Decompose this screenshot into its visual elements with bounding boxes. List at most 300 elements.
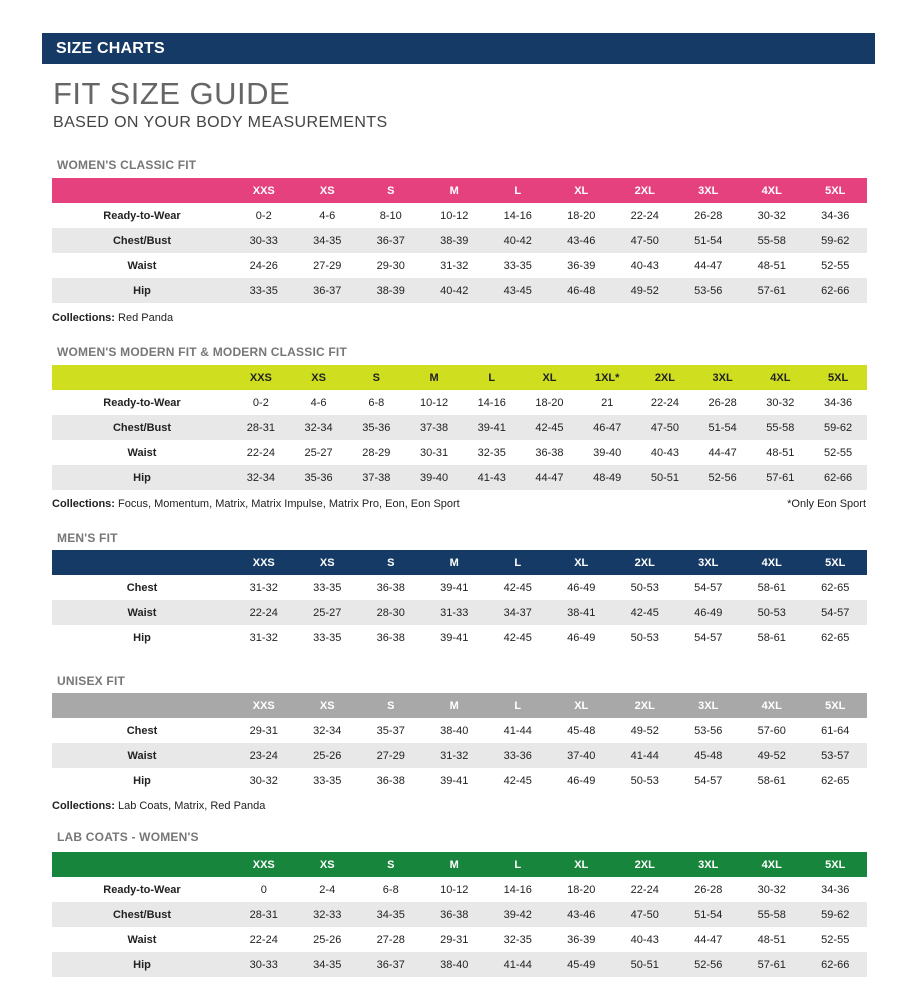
measurement-cell: 62-65 xyxy=(821,581,850,594)
measurement-cell: 26-28 xyxy=(694,883,723,896)
measurement-cell: 54-57 xyxy=(694,581,723,594)
size-header: 2XL xyxy=(613,550,677,575)
size-header: XXS xyxy=(232,852,296,877)
measurement-cell: 22-24 xyxy=(650,396,679,409)
measurement-cell: 59-62 xyxy=(809,415,867,440)
measurement-cell: 29-30 xyxy=(376,259,405,272)
size-header-row xyxy=(52,693,867,718)
size-header: XS xyxy=(296,852,360,877)
measurement-cell: 48-51 xyxy=(757,933,786,946)
measurement-cell: 18-20 xyxy=(567,209,596,222)
size-header: L xyxy=(486,550,550,575)
size-header: M xyxy=(423,178,487,203)
size-header: 4XL xyxy=(740,852,804,877)
size-header: XXS xyxy=(232,550,296,575)
measurement-cell: 10-12 xyxy=(440,883,469,896)
row-label: Waist xyxy=(127,259,157,272)
measurement-cell: 18-20 xyxy=(567,883,596,896)
table-row xyxy=(52,203,867,228)
measurement-cell: 38-40 xyxy=(423,952,487,977)
measurement-cell: 43-45 xyxy=(486,278,550,303)
section-title: MEN'S FIT xyxy=(57,531,118,545)
measurement-cell: 30-32 xyxy=(249,774,278,787)
table-row xyxy=(52,228,867,253)
measurement-cell: 33-35 xyxy=(313,581,342,594)
measurement-cell: 55-58 xyxy=(751,415,809,440)
size-header: XXS xyxy=(232,365,290,390)
size-header: S xyxy=(359,178,423,203)
measurement-cell: 31-32 xyxy=(440,259,469,272)
table-row xyxy=(52,625,867,650)
measurement-cell: 50-53 xyxy=(630,631,659,644)
size-header: 3XL xyxy=(694,365,752,390)
measurement-cell: 51-54 xyxy=(694,415,752,440)
measurement-cell: 62-65 xyxy=(821,774,850,787)
collections-note xyxy=(52,498,460,510)
size-table xyxy=(52,852,867,977)
measurement-cell: 42-45 xyxy=(503,774,532,787)
measurement-cell: 47-50 xyxy=(613,902,677,927)
measurement-cell: 54-57 xyxy=(804,600,868,625)
measurement-cell: 10-12 xyxy=(440,209,469,222)
measurement-cell: 23-24 xyxy=(232,743,296,768)
measurement-cell: 58-61 xyxy=(757,774,786,787)
size-table xyxy=(52,693,867,793)
measurement-cell: 43-46 xyxy=(550,228,614,253)
measurement-cell: 40-42 xyxy=(486,228,550,253)
measurement-cell: 51-54 xyxy=(677,228,741,253)
measurement-cell: 39-41 xyxy=(440,581,469,594)
measurement-cell: 48-49 xyxy=(578,465,636,490)
section-title: WOMEN'S CLASSIC FIT xyxy=(57,158,197,172)
measurement-cell: 57-61 xyxy=(740,952,804,977)
measurement-cell: 36-37 xyxy=(359,952,423,977)
size-header: XL xyxy=(550,178,614,203)
row-label: Waist xyxy=(127,933,157,946)
measurement-cell: 59-62 xyxy=(804,228,868,253)
measurement-cell: 4-6 xyxy=(310,396,327,409)
measurement-cell: 54-57 xyxy=(694,774,723,787)
size-header: 4XL xyxy=(740,550,804,575)
measurement-cell: 38-39 xyxy=(423,228,487,253)
table-row xyxy=(52,743,867,768)
header-blank-cell xyxy=(52,693,232,718)
size-header: 1XL* xyxy=(578,365,636,390)
measurement-cell: 47-50 xyxy=(613,228,677,253)
measurement-cell: 40-43 xyxy=(630,933,659,946)
measurement-cell: 0-2 xyxy=(255,209,272,222)
measurement-cell: 27-29 xyxy=(313,259,342,272)
measurement-cell: 21 xyxy=(601,396,614,409)
measurement-cell: 6-8 xyxy=(368,396,385,409)
size-header: M xyxy=(423,693,487,718)
size-header-row xyxy=(52,550,867,575)
collections-list: Lab Coats, Matrix, Red Panda xyxy=(118,800,266,812)
row-label: Hip xyxy=(52,465,232,490)
size-header: 5XL xyxy=(804,852,868,877)
measurement-cell: 45-48 xyxy=(567,724,596,737)
measurement-cell: 26-28 xyxy=(708,396,737,409)
measurement-cell: 29-31 xyxy=(440,933,469,946)
measurement-cell: 45-49 xyxy=(550,952,614,977)
measurement-cell: 39-41 xyxy=(440,774,469,787)
measurement-cell: 49-52 xyxy=(613,278,677,303)
measurement-cell: 14-16 xyxy=(503,209,532,222)
row-label: Ready-to-Wear xyxy=(103,883,181,896)
measurement-cell: 46-49 xyxy=(677,600,741,625)
size-header-row xyxy=(52,178,867,203)
measurement-cell: 62-66 xyxy=(804,278,868,303)
size-header: S xyxy=(359,693,423,718)
measurement-cell: 41-43 xyxy=(463,465,521,490)
measurement-cell: 61-64 xyxy=(821,724,850,737)
measurement-cell: 50-51 xyxy=(613,952,677,977)
row-label: Waist xyxy=(52,743,232,768)
measurement-cell: 14-16 xyxy=(503,883,532,896)
measurement-cell: 40-43 xyxy=(650,446,679,459)
measurement-cell: 44-47 xyxy=(521,465,579,490)
measurement-cell: 52-55 xyxy=(824,446,853,459)
measurement-cell: 22-24 xyxy=(249,933,278,946)
table-row xyxy=(52,253,867,278)
measurement-cell: 33-35 xyxy=(313,774,342,787)
measurement-cell: 50-53 xyxy=(740,600,804,625)
measurement-cell: 0 xyxy=(260,883,267,896)
measurement-cell: 36-39 xyxy=(567,259,596,272)
collections-list: Red Panda xyxy=(118,312,174,324)
measurement-cell: 62-66 xyxy=(804,952,868,977)
measurement-cell: 36-38 xyxy=(376,581,405,594)
measurement-cell: 36-39 xyxy=(567,933,596,946)
table-row xyxy=(52,952,867,977)
measurement-cell: 39-41 xyxy=(440,631,469,644)
table-row xyxy=(52,415,867,440)
table-row xyxy=(52,927,867,952)
table-row xyxy=(52,575,867,600)
measurement-cell: 52-55 xyxy=(821,259,850,272)
measurement-cell: 22-24 xyxy=(630,883,659,896)
size-header: S xyxy=(359,550,423,575)
measurement-cell: 41-44 xyxy=(503,724,532,737)
measurement-cell: 52-55 xyxy=(821,933,850,946)
measurement-cell: 39-40 xyxy=(405,465,463,490)
measurement-cell: 36-38 xyxy=(376,774,405,787)
measurement-cell: 46-48 xyxy=(550,278,614,303)
measurement-cell: 35-36 xyxy=(290,465,348,490)
size-header: M xyxy=(405,365,463,390)
measurement-cell: 8-10 xyxy=(379,209,402,222)
size-header: XS xyxy=(296,550,360,575)
measurement-cell: 33-36 xyxy=(486,743,550,768)
measurement-cell: 57-61 xyxy=(751,465,809,490)
row-label: Chest xyxy=(126,724,158,737)
size-header: XL xyxy=(521,365,579,390)
measurement-cell: 53-56 xyxy=(677,278,741,303)
measurement-cell: 47-50 xyxy=(636,415,694,440)
size-header: XS xyxy=(296,693,360,718)
measurement-cell: 26-28 xyxy=(694,209,723,222)
measurement-cell: 44-47 xyxy=(694,259,723,272)
row-label: Chest/Bust xyxy=(52,415,232,440)
measurement-cell: 30-33 xyxy=(232,952,296,977)
measurement-cell: 30-33 xyxy=(232,228,296,253)
measurement-cell: 33-35 xyxy=(503,259,532,272)
measurement-cell: 14-16 xyxy=(477,396,506,409)
measurement-cell: 43-46 xyxy=(550,902,614,927)
measurement-cell: 40-43 xyxy=(630,259,659,272)
measurement-cell: 39-40 xyxy=(593,446,622,459)
measurement-cell: 50-53 xyxy=(630,581,659,594)
table-row xyxy=(52,465,867,490)
size-header: XS xyxy=(290,365,348,390)
measurement-cell: 37-38 xyxy=(405,415,463,440)
measurement-cell: 30-32 xyxy=(757,209,786,222)
measurement-cell: 34-35 xyxy=(296,228,360,253)
measurement-cell: 28-31 xyxy=(232,415,290,440)
row-label: Hip xyxy=(133,774,151,787)
measurement-cell: 37-38 xyxy=(347,465,405,490)
section-title: UNISEX FIT xyxy=(57,674,126,688)
measurement-cell: 45-48 xyxy=(677,743,741,768)
measurement-cell: 59-62 xyxy=(804,902,868,927)
collections-label: Collections: xyxy=(52,312,115,324)
row-label: Waist xyxy=(52,600,232,625)
measurement-cell: 53-57 xyxy=(804,743,868,768)
row-label: Hip xyxy=(52,952,232,977)
size-header: S xyxy=(347,365,405,390)
page-title: FIT SIZE GUIDE xyxy=(53,76,291,111)
measurement-cell: 32-35 xyxy=(477,446,506,459)
section-title: WOMEN'S MODERN FIT & MODERN CLASSIC FIT xyxy=(57,345,347,359)
size-header: L xyxy=(486,852,550,877)
measurement-cell: 42-45 xyxy=(503,631,532,644)
size-table xyxy=(52,178,867,303)
measurement-cell: 48-51 xyxy=(766,446,795,459)
header-blank-cell xyxy=(52,365,232,390)
measurement-cell: 27-28 xyxy=(376,933,405,946)
measurement-cell: 24-26 xyxy=(249,259,278,272)
collections-note xyxy=(52,312,173,324)
measurement-cell: 28-30 xyxy=(359,600,423,625)
measurement-cell: 38-41 xyxy=(550,600,614,625)
section-title: LAB COATS - WOMEN'S xyxy=(57,830,199,844)
measurement-cell: 31-33 xyxy=(423,600,487,625)
measurement-cell: 35-36 xyxy=(347,415,405,440)
row-label: Hip xyxy=(133,631,151,644)
size-table xyxy=(52,365,867,490)
size-header: XL xyxy=(550,693,614,718)
size-header: XL xyxy=(550,550,614,575)
table-row xyxy=(52,440,867,465)
size-header: 4XL xyxy=(740,178,804,203)
footnote: *Only Eon Sport xyxy=(787,498,866,510)
measurement-cell: 49-52 xyxy=(740,743,804,768)
measurement-cell: 46-47 xyxy=(578,415,636,440)
measurement-cell: 41-44 xyxy=(613,743,677,768)
table-row xyxy=(52,768,867,793)
measurement-cell: 57-60 xyxy=(757,724,786,737)
measurement-cell: 34-35 xyxy=(296,952,360,977)
measurement-cell: 37-40 xyxy=(550,743,614,768)
size-header: L xyxy=(486,178,550,203)
measurement-cell: 52-56 xyxy=(694,465,752,490)
size-header: 2XL xyxy=(613,693,677,718)
measurement-cell: 49-52 xyxy=(630,724,659,737)
measurement-cell: 32-34 xyxy=(313,724,342,737)
measurement-cell: 22-24 xyxy=(232,600,296,625)
measurement-cell: 55-58 xyxy=(740,902,804,927)
collections-label: Collections: xyxy=(52,498,115,510)
measurement-cell: 25-27 xyxy=(304,446,333,459)
measurement-cell: 44-47 xyxy=(708,446,737,459)
measurement-cell: 57-61 xyxy=(740,278,804,303)
collections-label: Collections: xyxy=(52,800,115,812)
measurement-cell: 34-36 xyxy=(821,209,850,222)
measurement-cell: 48-51 xyxy=(757,259,786,272)
measurement-cell: 10-12 xyxy=(419,396,449,409)
measurement-cell: 42-45 xyxy=(521,415,579,440)
size-header: 3XL xyxy=(677,178,741,203)
measurement-cell: 6-8 xyxy=(382,883,399,896)
size-charts-banner: SIZE CHARTS xyxy=(42,33,875,64)
size-header: XL xyxy=(550,852,614,877)
size-header: 2XL xyxy=(613,178,677,203)
measurement-cell: 42-45 xyxy=(613,600,677,625)
table-row xyxy=(52,390,867,415)
measurement-cell: 36-38 xyxy=(535,446,564,459)
row-label: Ready-to-Wear xyxy=(103,209,181,222)
measurement-cell: 53-56 xyxy=(694,724,723,737)
measurement-cell: 34-36 xyxy=(821,883,850,896)
measurement-cell: 22-24 xyxy=(630,209,659,222)
size-header: 5XL xyxy=(804,693,868,718)
measurement-cell: 42-45 xyxy=(503,581,532,594)
measurement-cell: 36-38 xyxy=(376,631,405,644)
size-header: XXS xyxy=(232,693,296,718)
measurement-cell: 32-35 xyxy=(503,933,532,946)
size-header: 2XL xyxy=(613,852,677,877)
measurement-cell: 38-40 xyxy=(440,724,469,737)
table-row xyxy=(52,718,867,743)
size-header: 3XL xyxy=(677,852,741,877)
measurement-cell: 39-41 xyxy=(463,415,521,440)
measurement-cell: 52-56 xyxy=(677,952,741,977)
row-label: Hip xyxy=(52,278,232,303)
collections-list: Focus, Momentum, Matrix, Matrix Impulse, Matrix Pro, Eon, Eon Sport xyxy=(118,498,460,510)
measurement-cell: 30-32 xyxy=(766,396,795,409)
size-header: 3XL xyxy=(677,693,741,718)
measurement-cell: 30-32 xyxy=(757,883,786,896)
size-header: L xyxy=(463,365,521,390)
measurement-cell: 46-49 xyxy=(567,774,596,787)
measurement-cell: 32-34 xyxy=(290,415,348,440)
measurement-cell: 33-35 xyxy=(232,278,296,303)
header-blank-cell xyxy=(52,852,232,877)
size-table xyxy=(52,550,867,650)
measurement-cell: 4-6 xyxy=(319,209,336,222)
header-blank-cell xyxy=(52,178,232,203)
measurement-cell: 30-31 xyxy=(419,446,449,459)
size-header: L xyxy=(486,693,550,718)
size-header: 5XL xyxy=(804,550,868,575)
measurement-cell: 50-51 xyxy=(636,465,694,490)
measurement-cell: 27-29 xyxy=(359,743,423,768)
measurement-cell: 58-61 xyxy=(757,581,786,594)
measurement-cell: 36-38 xyxy=(423,902,487,927)
header-blank-cell xyxy=(52,550,232,575)
size-header: XXS xyxy=(232,178,296,203)
measurement-cell: 62-65 xyxy=(821,631,850,644)
measurement-cell: 28-31 xyxy=(232,902,296,927)
size-header-row xyxy=(52,852,867,877)
size-header: XS xyxy=(296,178,360,203)
size-header: 5XL xyxy=(804,178,868,203)
measurement-cell: 2-4 xyxy=(319,883,336,896)
row-label: Chest/Bust xyxy=(52,228,232,253)
size-header: M xyxy=(423,550,487,575)
measurement-cell: 32-33 xyxy=(296,902,360,927)
measurement-cell: 58-61 xyxy=(757,631,786,644)
size-header-row xyxy=(52,365,867,390)
measurement-cell: 46-49 xyxy=(567,631,596,644)
row-label: Chest/Bust xyxy=(52,902,232,927)
measurement-cell: 31-32 xyxy=(249,631,278,644)
size-header: 4XL xyxy=(751,365,809,390)
measurement-cell: 46-49 xyxy=(567,581,596,594)
measurement-cell: 25-26 xyxy=(296,743,360,768)
measurement-cell: 62-66 xyxy=(809,465,867,490)
row-label: Chest xyxy=(126,581,158,594)
collections-note xyxy=(52,800,265,812)
table-row xyxy=(52,600,867,625)
size-header: 2XL xyxy=(636,365,694,390)
measurement-cell: 29-31 xyxy=(249,724,278,737)
measurement-cell: 40-42 xyxy=(423,278,487,303)
page-subtitle: BASED ON YOUR BODY MEASUREMENTS xyxy=(53,114,388,131)
table-row xyxy=(52,278,867,303)
size-header: S xyxy=(359,852,423,877)
measurement-cell: 50-53 xyxy=(630,774,659,787)
measurement-cell: 44-47 xyxy=(694,933,723,946)
row-label: Waist xyxy=(127,446,157,459)
size-header: M xyxy=(423,852,487,877)
table-row xyxy=(52,877,867,902)
size-header: 5XL xyxy=(809,365,867,390)
measurement-cell: 32-34 xyxy=(232,465,290,490)
measurement-cell: 25-26 xyxy=(313,933,342,946)
measurement-cell: 22-24 xyxy=(246,446,275,459)
measurement-cell: 51-54 xyxy=(677,902,741,927)
table-row xyxy=(52,902,867,927)
measurement-cell: 28-29 xyxy=(362,446,391,459)
measurement-cell: 31-32 xyxy=(423,743,487,768)
measurement-cell: 0-2 xyxy=(252,396,269,409)
size-header: 4XL xyxy=(740,693,804,718)
measurement-cell: 31-32 xyxy=(249,581,278,594)
measurement-cell: 41-44 xyxy=(486,952,550,977)
measurement-cell: 39-42 xyxy=(486,902,550,927)
measurement-cell: 18-20 xyxy=(535,396,564,409)
measurement-cell: 34-37 xyxy=(486,600,550,625)
measurement-cell: 55-58 xyxy=(740,228,804,253)
measurement-cell: 33-35 xyxy=(313,631,342,644)
measurement-cell: 54-57 xyxy=(694,631,723,644)
row-label: Ready-to-Wear xyxy=(103,396,181,409)
size-header: 3XL xyxy=(677,550,741,575)
measurement-cell: 34-36 xyxy=(824,396,853,409)
measurement-cell: 38-39 xyxy=(359,278,423,303)
measurement-cell: 36-37 xyxy=(296,278,360,303)
